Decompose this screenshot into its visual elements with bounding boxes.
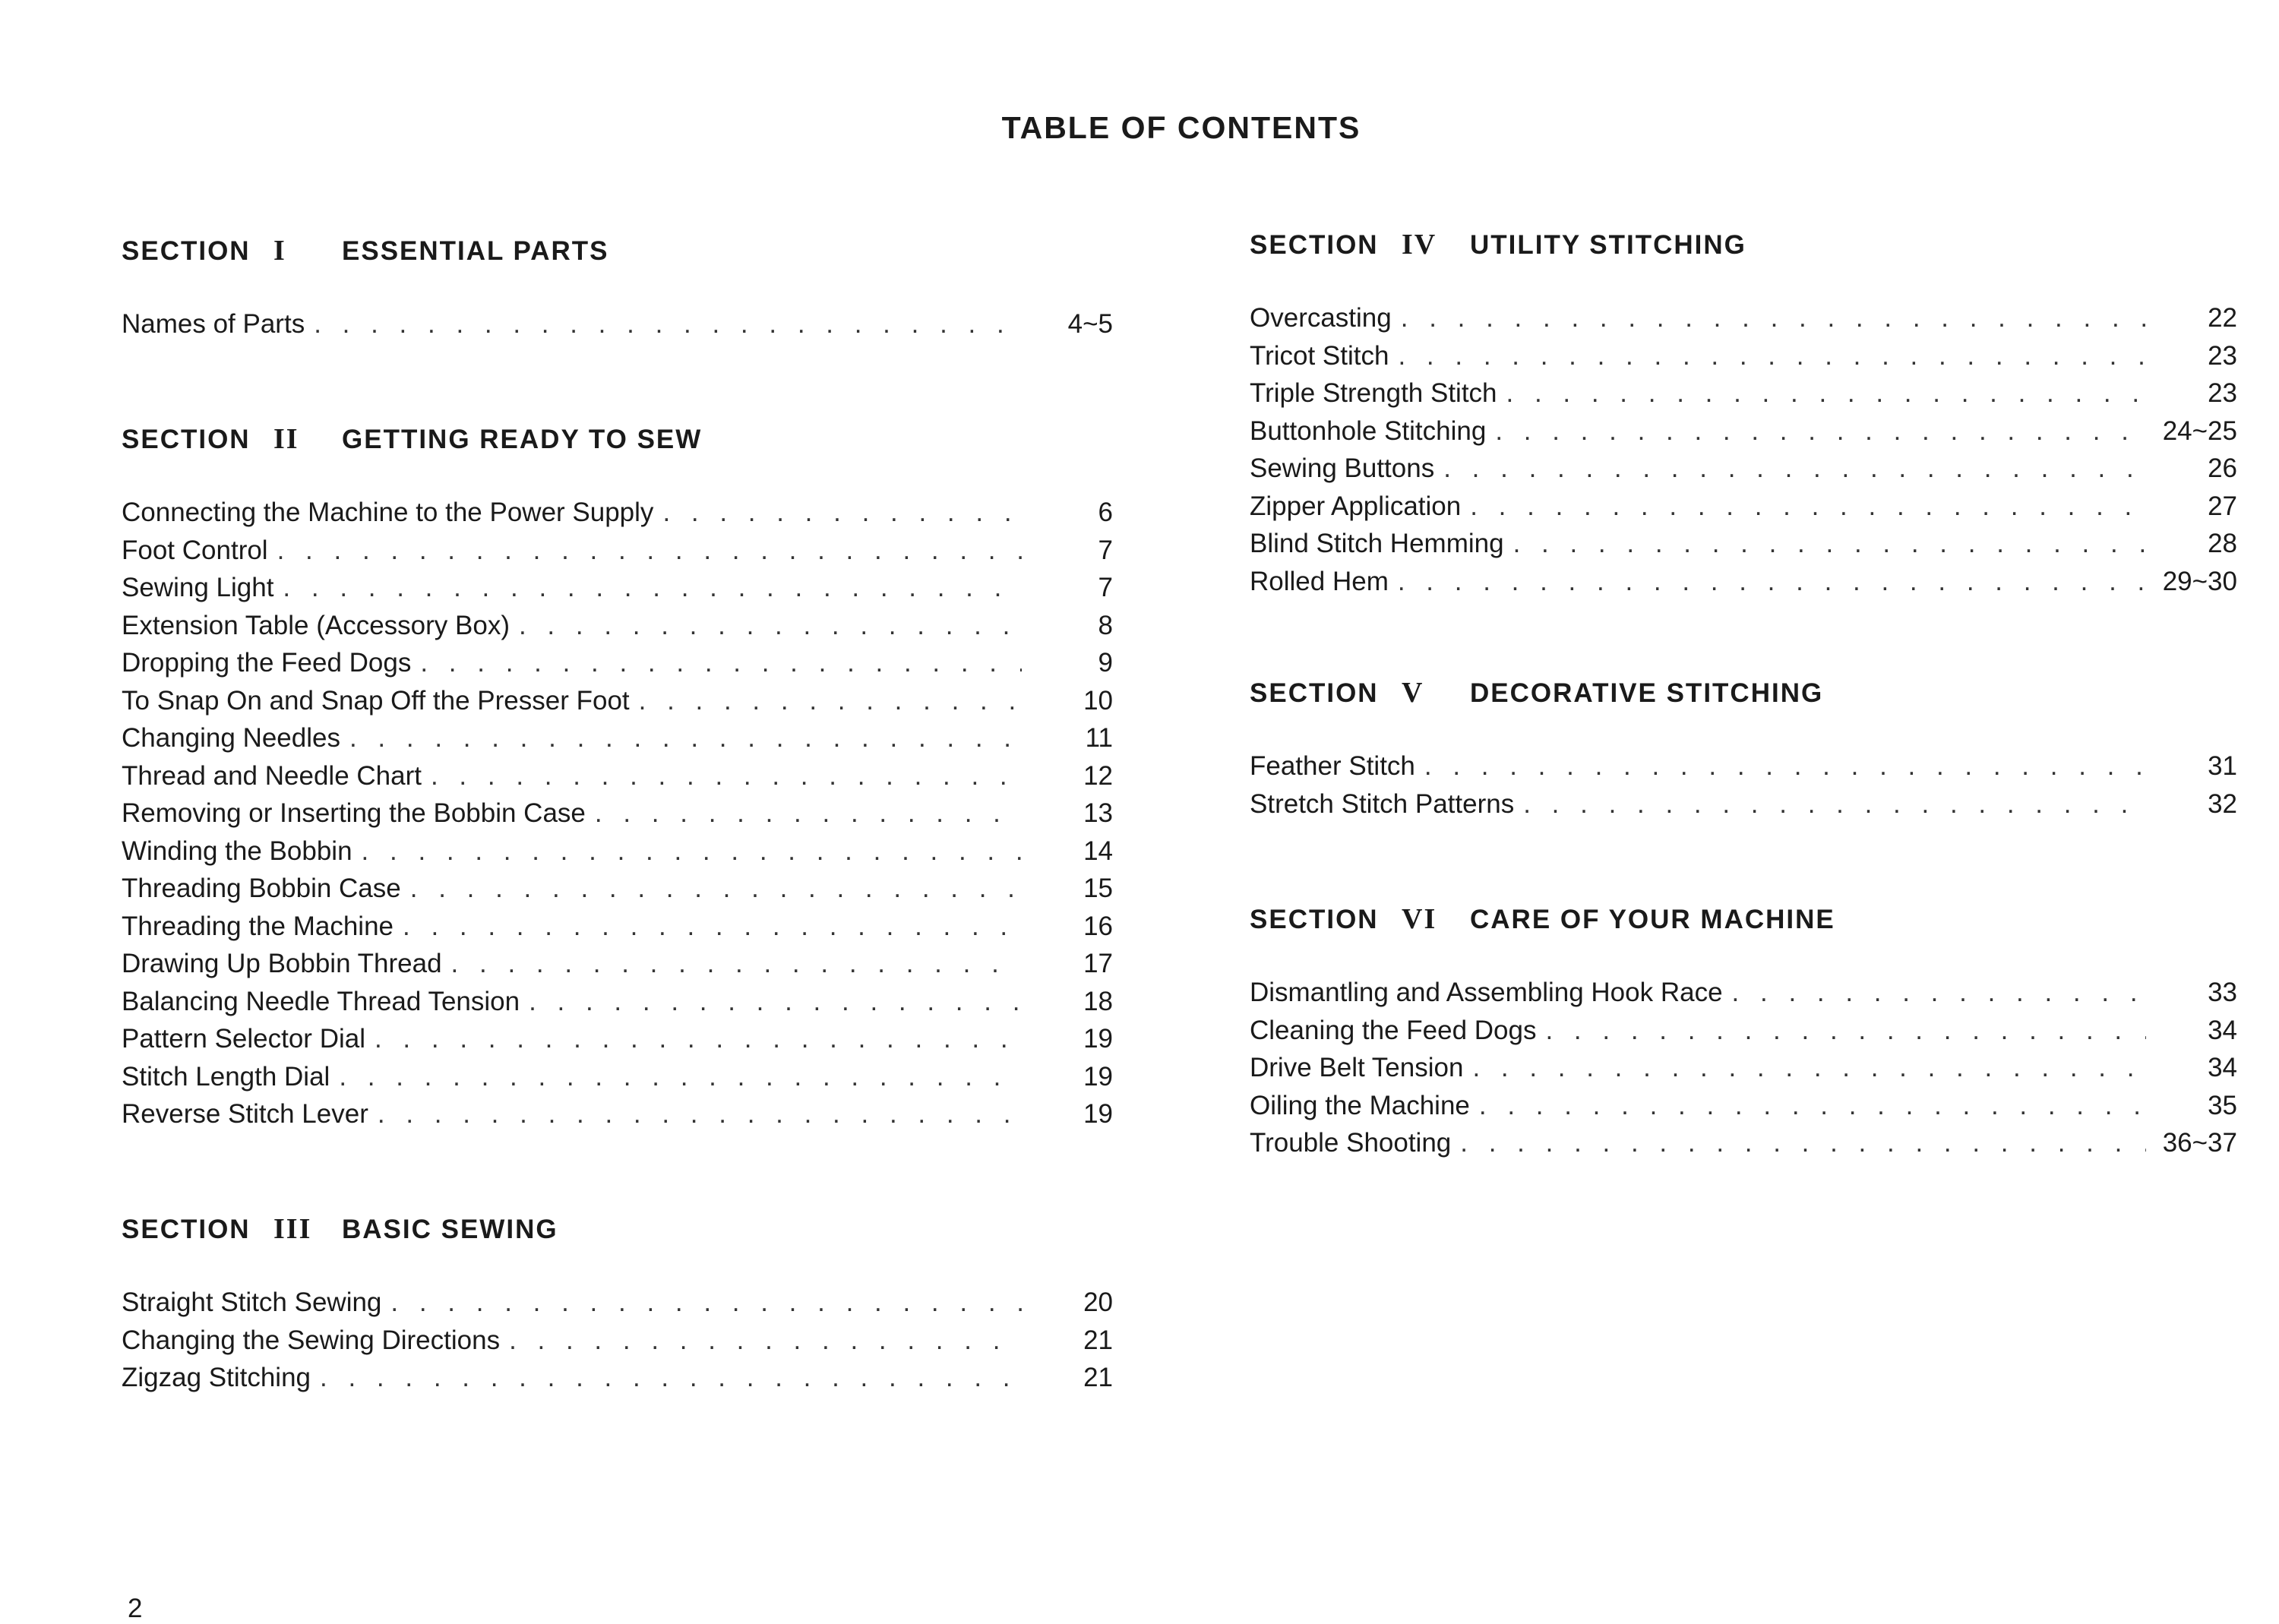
dot-leader xyxy=(1460,1124,2146,1162)
entry-title: Winding the Bobbin xyxy=(122,836,352,866)
entry-list xyxy=(122,305,1113,343)
entry-title: Zipper Application xyxy=(1250,491,1462,521)
entry-pages: 21 xyxy=(1083,1325,1113,1355)
dot-leader xyxy=(595,795,1022,833)
dot-leader xyxy=(277,532,1022,570)
section-heading xyxy=(1250,670,2237,716)
page-number: 2 xyxy=(128,1594,143,1623)
entry-title: Oiling the Machine xyxy=(1250,1090,1470,1120)
section-numeral: II xyxy=(273,423,299,455)
section-heading xyxy=(1250,896,2237,942)
entry-title: Threading the Machine xyxy=(122,911,394,941)
entry-list xyxy=(122,494,1113,1133)
section-name: GETTING READY TO SEW xyxy=(342,425,703,454)
dot-leader xyxy=(1495,412,2146,450)
entry-title: Removing or Inserting the Bobbin Case xyxy=(122,798,586,828)
entry-pages: 10 xyxy=(1083,685,1113,716)
section-getting-ready-to-sew xyxy=(122,416,1113,1133)
section-label: SECTION xyxy=(1250,905,1379,934)
toc-entry xyxy=(122,607,1113,645)
entry-pages: 19 xyxy=(1083,1061,1113,1092)
dot-leader xyxy=(431,757,1022,795)
entry-pages: 28 xyxy=(2208,529,2237,558)
entry-pages: 35 xyxy=(2208,1090,2237,1120)
page-title: TABLE OF CONTENTS xyxy=(1001,110,1361,145)
toc-entry xyxy=(122,305,1113,343)
dot-leader xyxy=(519,607,1022,645)
dot-leader xyxy=(1424,747,2146,785)
entry-list xyxy=(1250,747,2237,823)
entry-pages: 24~25 xyxy=(2162,415,2237,446)
dot-leader xyxy=(1523,785,2146,823)
entry-pages: 7 xyxy=(1098,535,1113,565)
entry-title: Extension Table (Accessory Box) xyxy=(122,610,510,640)
dot-leader xyxy=(1401,299,2146,337)
section-essential-parts xyxy=(122,228,1113,343)
section-label: SECTION xyxy=(122,1215,251,1244)
toc-entry xyxy=(122,1359,1113,1397)
entry-title: Names of Parts xyxy=(122,309,305,339)
entry-title: Changing the Sewing Directions xyxy=(122,1325,501,1355)
dot-leader xyxy=(1545,1012,2146,1050)
section-heading xyxy=(122,1206,1113,1252)
section-name: CARE OF YOUR MACHINE xyxy=(1470,905,1835,934)
entry-pages: 12 xyxy=(1083,760,1113,791)
section-numeral: VI xyxy=(1402,903,1437,935)
entry-title: Dropping the Feed Dogs xyxy=(122,648,412,678)
toc-entry xyxy=(122,983,1113,1021)
section-heading xyxy=(122,228,1113,273)
dot-leader xyxy=(509,1322,1022,1360)
entry-pages: 13 xyxy=(1083,798,1113,828)
entry-title: Triple Strength Stitch xyxy=(1250,378,1497,408)
toc-entry xyxy=(1250,374,2237,412)
entry-pages: 14 xyxy=(1083,836,1113,866)
toc-entry xyxy=(1250,1049,2237,1087)
section-numeral: III xyxy=(273,1213,312,1245)
entry-pages: 32 xyxy=(2208,788,2237,819)
section-label: SECTION xyxy=(1250,230,1379,260)
dot-leader xyxy=(1506,374,2146,412)
entry-title: Sewing Light xyxy=(122,573,274,602)
entry-title: Threading Bobbin Case xyxy=(122,874,401,903)
entry-title: Feather Stitch xyxy=(1250,751,1415,781)
entry-list xyxy=(122,1284,1113,1397)
entry-title: Trouble Shooting xyxy=(1250,1128,1452,1158)
entry-pages: 15 xyxy=(1083,874,1113,903)
toc-entry xyxy=(1250,412,2237,450)
entry-pages: 19 xyxy=(1083,1099,1113,1129)
entry-title: Balancing Needle Thread Tension xyxy=(122,986,520,1016)
entry-title: Cleaning the Feed Dogs xyxy=(1250,1015,1537,1045)
dot-leader xyxy=(1443,450,2146,488)
dot-leader xyxy=(1479,1087,2146,1125)
dot-leader xyxy=(1398,337,2146,375)
entry-list xyxy=(1250,299,2237,600)
entry-title: Pattern Selector Dial xyxy=(122,1024,365,1054)
dot-leader xyxy=(1472,1049,2146,1087)
entry-pages: 22 xyxy=(2208,303,2237,333)
toc-entry xyxy=(122,945,1113,983)
toc-entry xyxy=(1250,525,2237,563)
dot-leader xyxy=(451,945,1022,983)
entry-pages: 20 xyxy=(1083,1288,1113,1317)
dot-leader xyxy=(283,569,1022,607)
dot-leader xyxy=(378,1095,1022,1133)
entry-title: Drive Belt Tension xyxy=(1250,1053,1464,1082)
entry-pages: 11 xyxy=(1085,723,1113,753)
entry-title: Buttonhole Stitching xyxy=(1250,415,1487,446)
section-label: SECTION xyxy=(1250,678,1379,708)
toc-entry xyxy=(1250,1124,2237,1162)
toc-entry xyxy=(1250,299,2237,337)
entry-pages: 36~37 xyxy=(2162,1128,2237,1158)
entry-title: Overcasting xyxy=(1250,303,1392,333)
section-utility-stitching xyxy=(1250,222,2237,600)
toc-entry xyxy=(122,719,1113,757)
dot-leader xyxy=(403,908,1022,946)
dot-leader xyxy=(314,305,1022,343)
toc-entry xyxy=(122,795,1113,833)
entry-list xyxy=(1250,974,2237,1162)
entry-pages: 31 xyxy=(2208,751,2237,781)
dot-leader xyxy=(362,833,1022,870)
section-heading xyxy=(122,416,1113,462)
section-label: SECTION xyxy=(122,425,251,454)
entry-title: Changing Needles xyxy=(122,723,340,753)
section-decorative-stitching xyxy=(1250,670,2237,823)
entry-pages: 7 xyxy=(1098,573,1113,602)
section-name: DECORATIVE STITCHING xyxy=(1470,678,1824,708)
entry-pages: 8 xyxy=(1098,610,1113,640)
toc-entry xyxy=(1250,974,2237,1012)
dot-leader xyxy=(420,644,1022,682)
toc-entry xyxy=(122,1020,1113,1058)
entry-pages: 18 xyxy=(1083,986,1113,1016)
toc-entry xyxy=(122,682,1113,720)
dot-leader xyxy=(529,983,1022,1021)
entry-title: Connecting the Machine to the Power Supply xyxy=(122,498,654,527)
toc-entry xyxy=(122,1322,1113,1360)
entry-pages: 17 xyxy=(1083,949,1113,978)
toc-entry xyxy=(1250,488,2237,526)
toc-entry xyxy=(1250,563,2237,601)
section-numeral: I xyxy=(273,235,286,267)
entry-pages: 16 xyxy=(1083,911,1113,941)
section-numeral: IV xyxy=(1402,229,1437,261)
dot-leader xyxy=(349,719,1022,757)
entry-pages: 26 xyxy=(2208,453,2237,483)
section-heading xyxy=(1250,222,2237,267)
section-care-of-your-machine xyxy=(1250,896,2237,1162)
entry-pages: 33 xyxy=(2208,978,2237,1007)
dot-leader xyxy=(390,1284,1022,1322)
toc-entry xyxy=(1250,747,2237,785)
dot-leader xyxy=(639,682,1022,720)
section-name: UTILITY STITCHING xyxy=(1470,230,1746,260)
dot-leader xyxy=(1470,488,2146,526)
toc-entry xyxy=(122,833,1113,870)
toc-entry xyxy=(122,494,1113,532)
toc-entry xyxy=(1250,1012,2237,1050)
entry-title: Straight Stitch Sewing xyxy=(122,1288,382,1317)
entry-title: Blind Stitch Hemming xyxy=(1250,529,1504,558)
entry-pages: 29~30 xyxy=(2162,566,2237,596)
entry-pages: 4~5 xyxy=(1067,309,1113,339)
entry-title: Stitch Length Dial xyxy=(122,1061,330,1092)
toc-entry xyxy=(122,757,1113,795)
dot-leader xyxy=(410,870,1022,908)
dot-leader xyxy=(1732,974,2146,1012)
toc-entry xyxy=(122,532,1113,570)
entry-pages: 9 xyxy=(1098,648,1113,678)
entry-title: Dismantling and Assembling Hook Race xyxy=(1250,978,1723,1007)
toc-entry xyxy=(1250,1087,2237,1125)
entry-title: Zigzag Stitching xyxy=(122,1363,311,1392)
entry-title: Reverse Stitch Lever xyxy=(122,1099,368,1129)
entry-title: Sewing Buttons xyxy=(1250,453,1435,483)
entry-title: To Snap On and Snap Off the Presser Foot xyxy=(122,685,630,716)
entry-title: Foot Control xyxy=(122,535,268,565)
entry-title: Thread and Needle Chart xyxy=(122,760,422,791)
toc-entry xyxy=(1250,785,2237,823)
entry-pages: 21 xyxy=(1083,1363,1113,1392)
entry-title: Drawing Up Bobbin Thread xyxy=(122,949,442,978)
toc-entry xyxy=(122,870,1113,908)
toc-entry xyxy=(122,908,1113,946)
entry-pages: 27 xyxy=(2208,491,2237,521)
toc-entry xyxy=(122,1058,1113,1096)
dot-leader xyxy=(339,1058,1022,1096)
toc-entry xyxy=(122,644,1113,682)
toc-entry xyxy=(122,1095,1113,1133)
toc-entry xyxy=(122,569,1113,607)
toc-entry xyxy=(122,1284,1113,1322)
section-basic-sewing xyxy=(122,1206,1113,1397)
section-label: SECTION xyxy=(122,236,251,266)
section-numeral: V xyxy=(1402,677,1424,709)
entry-title: Tricot Stitch xyxy=(1250,340,1389,371)
entry-title: Stretch Stitch Patterns xyxy=(1250,788,1515,819)
entry-pages: 34 xyxy=(2208,1053,2237,1082)
entry-pages: 23 xyxy=(2208,378,2237,408)
dot-leader xyxy=(375,1020,1022,1058)
entry-pages: 19 xyxy=(1083,1024,1113,1054)
section-name: ESSENTIAL PARTS xyxy=(342,236,609,266)
entry-pages: 23 xyxy=(2208,340,2237,371)
dot-leader xyxy=(320,1359,1022,1397)
entry-title: Rolled Hem xyxy=(1250,566,1389,596)
entry-pages: 6 xyxy=(1098,498,1113,527)
toc-entry xyxy=(1250,450,2237,488)
toc-entry xyxy=(1250,337,2237,375)
section-name: BASIC SEWING xyxy=(342,1215,558,1244)
dot-leader xyxy=(1398,563,2146,601)
dot-leader xyxy=(1513,525,2146,563)
entry-pages: 34 xyxy=(2208,1015,2237,1045)
dot-leader xyxy=(662,494,1022,532)
